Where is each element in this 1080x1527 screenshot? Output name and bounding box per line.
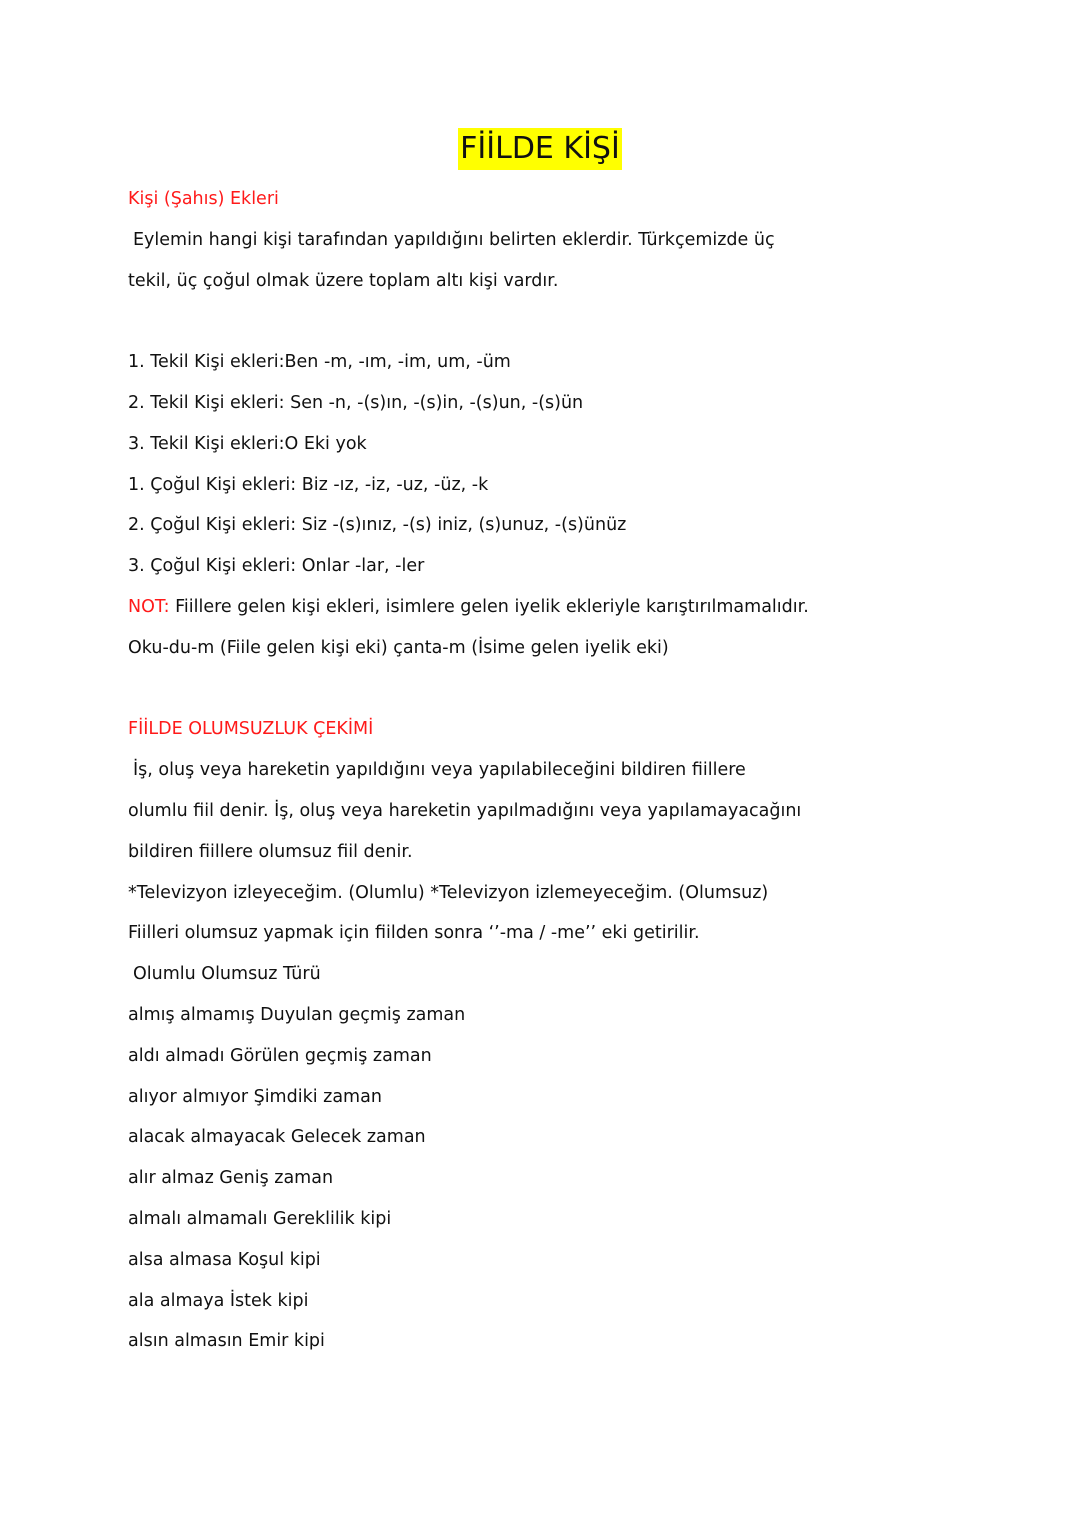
intro-text-line-2: tekil, üç çoğul olmak üzere toplam altı kişi vardır. [128, 270, 559, 291]
negation-paragraph-line-1: İş, oluş veya hareketin yapıldığını veya yapılabileceğini bildiren fiillere [133, 760, 746, 781]
conjugation-row: aldı almadı Görülen geçmiş zaman [128, 1045, 432, 1066]
conjugation-row: alsın almasın Emir kipi [128, 1331, 325, 1352]
note-line [128, 592, 988, 633]
note-text: Fiillere gelen kişi ekleri, isimlere gelen iyelik ekleriyle karıştırılmamalıdır. [169, 596, 809, 617]
section-heading-person-suffixes: Kişi (Şahıs) Ekleri [128, 189, 279, 209]
conjugation-row: alır almaz Geniş zaman [128, 1168, 334, 1189]
conjugation-row: ala almaya İstek kipi [128, 1290, 309, 1311]
page-title: FİİLDE KİŞİ [458, 128, 622, 170]
conjugation-row: almalı almamalı Gereklilik kipi [128, 1208, 392, 1229]
conjugation-row: alacak almayacak Gelecek zaman [128, 1127, 426, 1148]
suffix-list-item: 1. Tekil Kişi ekleri:Ben -m, -ım, -im, um, -üm [128, 352, 511, 373]
document-body [128, 184, 988, 1367]
section-heading-negation: FİİLDE OLUMSUZLUK ÇEKİMİ [128, 719, 374, 740]
intro-text-line-1: Eylemin hangi kişi tarafından yapıldığını belirten eklerdir. Türkçemizde üç [133, 229, 775, 250]
note-label: NOT: [128, 596, 170, 617]
suffix-example: Oku-du-m (Fiile gelen kişi eki) çanta-m (İsime gelen iyelik eki) [128, 637, 669, 658]
title-container [0, 128, 1080, 170]
suffix-list-item: 3. Çoğul Kişi ekleri: Onlar -lar, -ler [128, 556, 425, 577]
negation-rule: Fiilleri olumsuz yapmak için fiilden sonra ‘’-ma / -me’’ eki getirilir. [128, 923, 700, 944]
negation-paragraph-line-2: olumlu fiil denir. İş, oluş veya hareketin yapılmadığını veya yapılamayacağını [128, 800, 802, 821]
conjugation-row: alsa almasa Koşul kipi [128, 1249, 321, 1270]
conjugation-table-header: Olumlu Olumsuz Türü [133, 964, 321, 985]
negation-example: *Televizyon izleyeceğim. (Olumlu) *Televizyon izlemeyeceğim. (Olumsuz) [128, 882, 769, 903]
conjugation-row: almış almamış Duyulan geçmiş zaman [128, 1004, 466, 1025]
suffix-list-item: 2. Tekil Kişi ekleri: Sen -n, -(s)ın, -(s)in, -(s)un, -(s)ün [128, 392, 584, 413]
suffix-list-item: 1. Çoğul Kişi ekleri: Biz -ız, -iz, -uz, -üz, -k [128, 474, 489, 495]
conjugation-row: alıyor almıyor Şimdiki zaman [128, 1086, 382, 1107]
spacer [128, 674, 988, 715]
suffix-list-item: 3. Tekil Kişi ekleri:O Eki yok [128, 433, 367, 454]
suffix-list-item: 2. Çoğul Kişi ekleri: Siz -(s)ınız, -(s) iniz, (s)unuz, -(s)ünüz [128, 515, 627, 536]
negation-paragraph-line-3: bildiren fiillere olumsuz fiil denir. [128, 841, 413, 862]
spacer [128, 306, 988, 347]
